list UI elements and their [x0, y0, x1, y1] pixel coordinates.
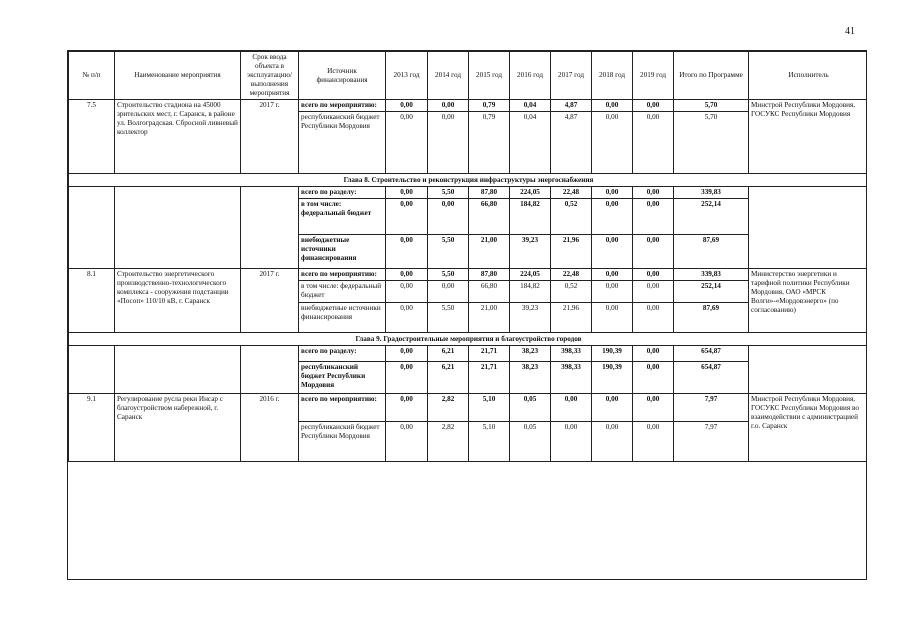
cell-value: 0,00: [592, 187, 633, 199]
cell-value: 0,00: [428, 100, 469, 112]
col-header-source: Источник финансирования: [299, 52, 386, 100]
col-header-2017: 2017 год: [551, 52, 592, 100]
header-row: [69, 52, 868, 100]
cell-value: 2,82: [428, 422, 469, 462]
cell-value: 0,00: [592, 235, 633, 269]
cell-value: 0,79: [469, 100, 510, 112]
cell-value: 21,00: [469, 303, 510, 333]
cell-value: 66,80: [469, 199, 510, 235]
table-row: [69, 346, 868, 362]
cell-value: 0,00: [633, 269, 674, 281]
cell-value: 0,00: [386, 112, 428, 174]
cell-value: 0,00: [428, 199, 469, 235]
cell-value: 0,00: [633, 362, 674, 394]
cell-value: 0,00: [386, 199, 428, 235]
section-row: [69, 174, 868, 187]
cell-value: 0,00: [633, 199, 674, 235]
col-header-name: Наименование мероприятия: [115, 52, 241, 100]
cell-value: 0,00: [592, 112, 633, 174]
row-source: всего по мероприятию:: [299, 269, 386, 281]
cell-value: 2,82: [428, 394, 469, 422]
cell-value: 0,00: [592, 269, 633, 281]
cell-value: 0,79: [469, 112, 510, 174]
cell-value: 0,00: [592, 303, 633, 333]
cell-value: 22,48: [551, 269, 592, 281]
cell-value: 66,80: [469, 281, 510, 303]
cell-value: 0,04: [510, 100, 551, 112]
cell-value: 398,33: [551, 362, 592, 394]
row-source: внебюджетные источники финансирования: [299, 235, 386, 269]
cell-value: 0,00: [592, 281, 633, 303]
row-executor: Министерство энергетики и тарифной политики Республики Мордовия, ОАО «МРСК Волги»-«Мордовэнерго» (по согласованию): [749, 269, 868, 333]
cell-value: 5,10: [469, 422, 510, 462]
cell-value: 0,00: [633, 281, 674, 303]
cell-value: 4,87: [551, 112, 592, 174]
cell-total: 654,87: [674, 346, 749, 362]
cell-value: 398,33: [551, 346, 592, 362]
cell-value: 0,00: [428, 112, 469, 174]
cell-value: 21,96: [551, 235, 592, 269]
cell-value: 0,00: [386, 269, 428, 281]
cell-value: 0,04: [510, 112, 551, 174]
row-source: республиканский бюджет Республики Мордовия: [299, 422, 386, 462]
cell-value: 0,00: [386, 422, 428, 462]
col-header-2014: 2014 год: [428, 52, 469, 100]
cell-value: 39,23: [510, 235, 551, 269]
row-name: Строительство стадиона на 45000 зрительских мест, г. Саранск, в районе ул. Волгоградская. Сбросной ливневый коллектор: [115, 100, 241, 174]
cell-total: 252,14: [674, 199, 749, 235]
table-row: [69, 394, 868, 422]
cell-value: 184,82: [510, 281, 551, 303]
row-source: всего по разделу:: [299, 187, 386, 199]
cell-value: 38,23: [510, 346, 551, 362]
table-row: [69, 269, 868, 281]
cell-value: 21,71: [469, 362, 510, 394]
col-header-total: Итого по Программе: [674, 52, 749, 100]
cell-value: 5,50: [428, 235, 469, 269]
col-header-num: № п/п: [69, 52, 115, 100]
cell-total: 7,97: [674, 394, 749, 422]
cell-value: 224,05: [510, 269, 551, 281]
cell-value: 0,00: [551, 394, 592, 422]
cell-total: 654,87: [674, 362, 749, 394]
row-source: всего по мероприятию:: [299, 394, 386, 422]
cell-total: 87,69: [674, 303, 749, 333]
row-executor: Минстрой Республики Мордовия, ГОСУКС Республики Мордовия во взаимодействии с администрацией г.о. Саранск: [749, 394, 868, 462]
cell-total: 339,83: [674, 187, 749, 199]
col-header-executor: Исполнитель: [749, 52, 868, 100]
cell-value: 0,00: [386, 100, 428, 112]
row-source: республиканский бюджет Республики Мордовия: [299, 362, 386, 394]
cell-value: 39,23: [510, 303, 551, 333]
cell-total: 87,69: [674, 235, 749, 269]
cell-value: 0,00: [633, 422, 674, 462]
cell-value: 0,52: [551, 281, 592, 303]
col-header-2013: 2013 год: [386, 52, 428, 100]
cell-value: 5,10: [469, 394, 510, 422]
cell-value: 4,87: [551, 100, 592, 112]
cell-value: 0,00: [633, 303, 674, 333]
row-num: 9.1: [69, 394, 115, 462]
cell-value: 0,00: [592, 100, 633, 112]
cell-value: 0,00: [633, 112, 674, 174]
table-row: [69, 187, 868, 199]
cell-value: 0,05: [510, 394, 551, 422]
cell-value: 87,80: [469, 187, 510, 199]
cell-value: 190,39: [592, 346, 633, 362]
cell-value: 6,21: [428, 362, 469, 394]
row-source: всего по разделу:: [299, 346, 386, 362]
row-num: 7.5: [69, 100, 115, 174]
row-num: 8.1: [69, 269, 115, 333]
section-title: Глава 8. Строительство и реконструкция инфраструктуры энергоснабжения: [69, 174, 868, 187]
cell-value: 87,80: [469, 269, 510, 281]
row-source: в том числе: федеральный бюджет: [299, 281, 386, 303]
row-term: 2017 г.: [241, 269, 299, 333]
page-number: 41: [845, 26, 855, 37]
cell-value: 0,00: [428, 281, 469, 303]
cell-value: 0,00: [386, 346, 428, 362]
cell-value: 0,00: [386, 303, 428, 333]
section-title: Глава 9. Градостроительные мероприятия и благоустройство городов: [69, 333, 868, 346]
cell-value: 0,00: [633, 100, 674, 112]
cell-total: 252,14: [674, 281, 749, 303]
cell-value: 38,23: [510, 362, 551, 394]
cell-total: 5,70: [674, 112, 749, 174]
cell-value: 5,50: [428, 187, 469, 199]
cell-value: 0,00: [386, 235, 428, 269]
cell-value: 21,71: [469, 346, 510, 362]
cell-value: 0,00: [551, 422, 592, 462]
col-header-2019: 2019 год: [633, 52, 674, 100]
cell-value: 21,96: [551, 303, 592, 333]
row-name: Строительство энергетического производственно-технологического комплекса - сооружения подстанции «Посоп» 110/10 кВ, г. Саранск: [115, 269, 241, 333]
col-header-2018: 2018 год: [592, 52, 633, 100]
cell-value: 0,00: [633, 235, 674, 269]
row-term: 2016 г.: [241, 394, 299, 462]
cell-value: 0,00: [633, 394, 674, 422]
cell-value: 224,05: [510, 187, 551, 199]
cell-value: 0,00: [592, 422, 633, 462]
cell-value: 0,00: [386, 187, 428, 199]
col-header-2016: 2016 год: [510, 52, 551, 100]
row-source: всего по мероприятию:: [299, 100, 386, 112]
row-executor: Минстрой Республики Мордовия, ГОСУКС Республики Мордовия: [749, 100, 868, 174]
row-name: Регулирование русла реки Инсар с благоустройством набережной, г. Саранск: [115, 394, 241, 462]
col-header-term: Срок ввода объекта в эксплуатацию/ выполнения мероприятия: [241, 52, 299, 100]
cell-value: 0,52: [551, 199, 592, 235]
col-header-2015: 2015 год: [469, 52, 510, 100]
section-row: [69, 333, 868, 346]
cell-value: 5,50: [428, 269, 469, 281]
cell-value: 21,00: [469, 235, 510, 269]
table-row: [69, 100, 868, 112]
cell-total: 5,70: [674, 100, 749, 112]
financing-table: [68, 51, 867, 462]
cell-value: 0,00: [592, 199, 633, 235]
cell-value: 0,00: [386, 394, 428, 422]
cell-value: 0,00: [592, 394, 633, 422]
cell-value: 0,00: [386, 362, 428, 394]
cell-value: 22,48: [551, 187, 592, 199]
cell-value: 0,00: [633, 187, 674, 199]
cell-value: 0,00: [633, 346, 674, 362]
cell-value: 184,82: [510, 199, 551, 235]
cell-value: 5,50: [428, 303, 469, 333]
financing-table-frame: [67, 50, 867, 580]
cell-value: 190,39: [592, 362, 633, 394]
cell-value: 6,21: [428, 346, 469, 362]
row-term: 2017 г.: [241, 100, 299, 174]
cell-total: 339,83: [674, 269, 749, 281]
cell-value: 0,05: [510, 422, 551, 462]
cell-value: 0,00: [386, 281, 428, 303]
row-source: в том числе: федеральный бюджет: [299, 199, 386, 235]
cell-total: 7,97: [674, 422, 749, 462]
row-source: республиканский бюджет Республики Мордовия: [299, 112, 386, 174]
row-source: внебюджетные источники финансирования: [299, 303, 386, 333]
